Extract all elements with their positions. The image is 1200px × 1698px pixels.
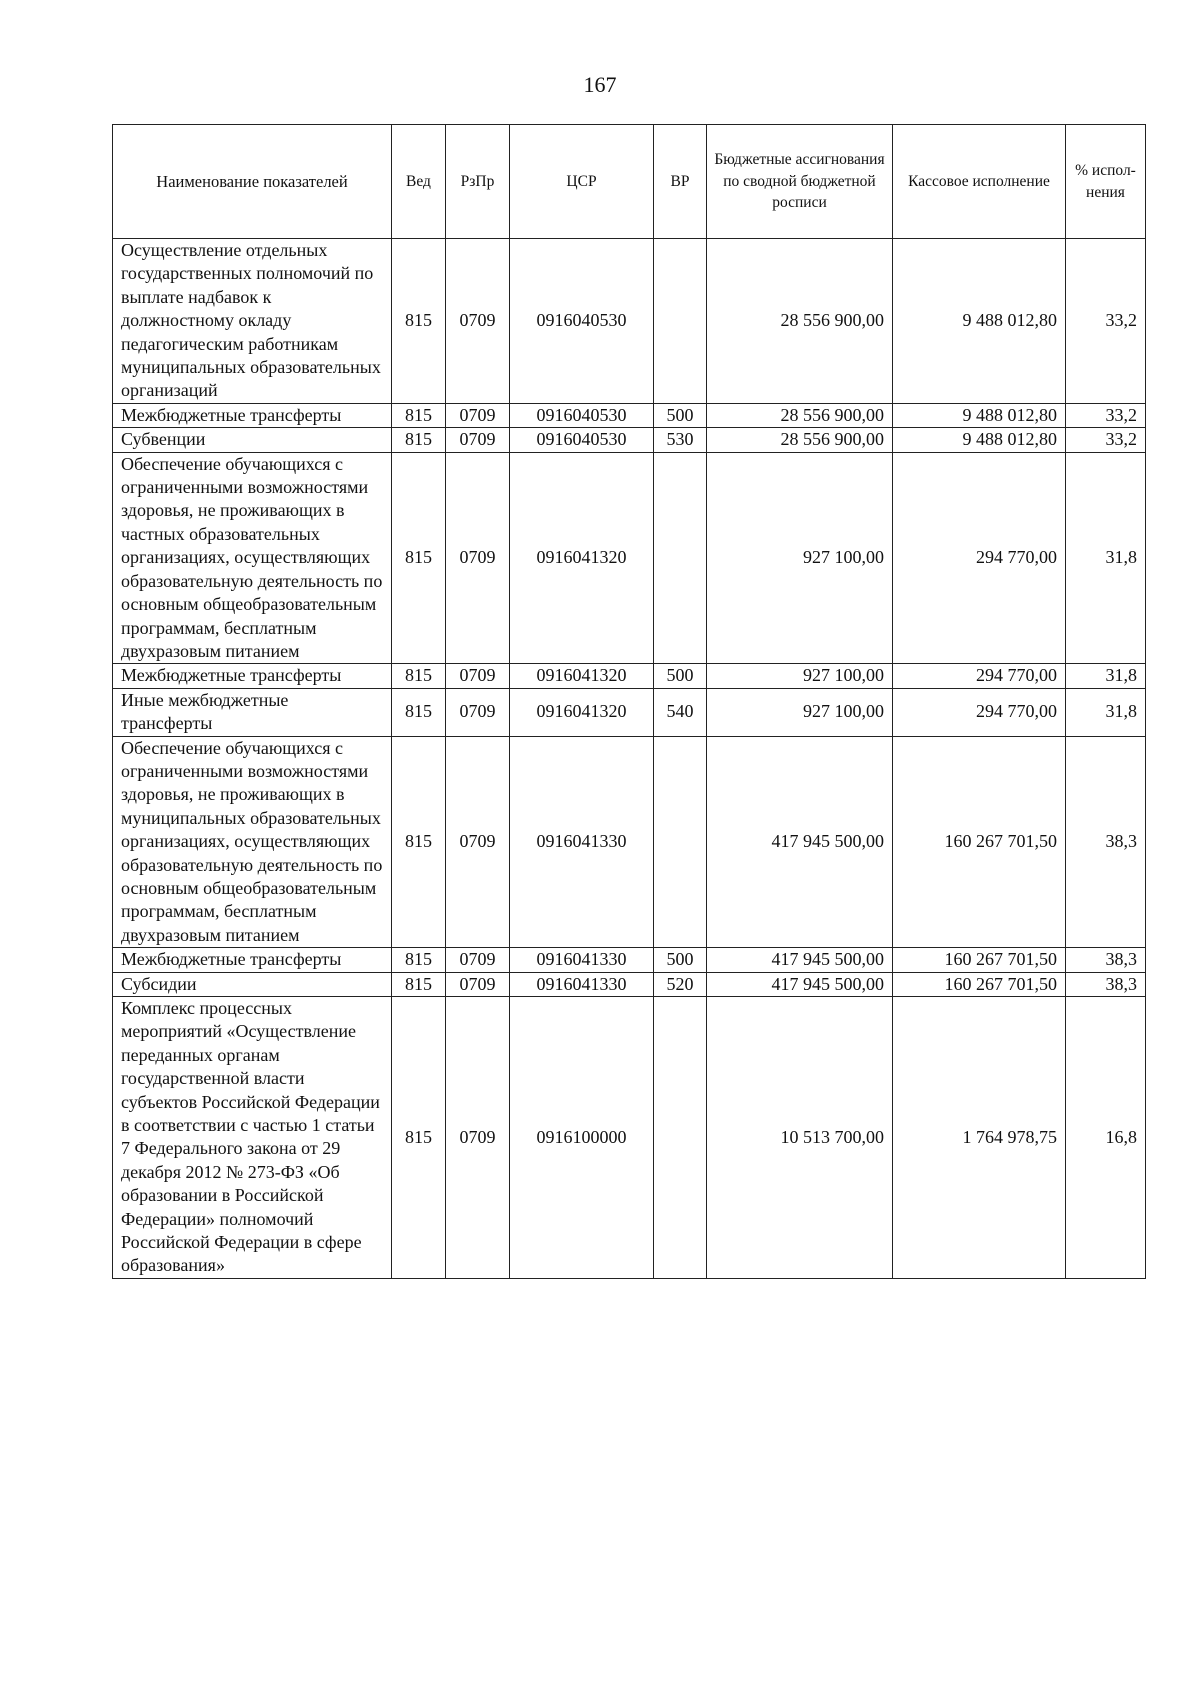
row-ved: 815 [392,972,446,996]
row-pct: 38,3 [1066,736,1146,948]
row-pct: 31,8 [1066,664,1146,688]
header-budget: Бюджетные ассигнования по сводной бюджетной росписи [707,125,893,239]
row-cash: 294 770,00 [893,688,1066,736]
row-rzpr: 0709 [446,736,510,948]
row-csr: 0916040530 [510,428,654,452]
row-rzpr: 0709 [446,997,510,1279]
row-cash: 9 488 012,80 [893,239,1066,404]
row-ved: 815 [392,239,446,404]
row-rzpr: 0709 [446,972,510,996]
row-rzpr: 0709 [446,688,510,736]
row-cash: 160 267 701,50 [893,972,1066,996]
row-vr [654,239,707,404]
row-vr [654,997,707,1279]
row-cash: 1 764 978,75 [893,997,1066,1279]
row-rzpr: 0709 [446,664,510,688]
row-vr: 530 [654,428,707,452]
row-pct: 38,3 [1066,972,1146,996]
row-rzpr: 0709 [446,428,510,452]
row-vr: 520 [654,972,707,996]
row-rzpr: 0709 [446,239,510,404]
row-vr: 500 [654,948,707,972]
row-pct: 33,2 [1066,403,1146,427]
table-row [113,403,1146,427]
row-name: Субвенции [113,428,392,452]
row-cash: 294 770,00 [893,664,1066,688]
row-name: Межбюджетные трансферты [113,403,392,427]
row-budget: 927 100,00 [707,664,893,688]
header-cash: Кассовое исполнение [893,125,1066,239]
row-csr: 0916041330 [510,972,654,996]
row-pct: 38,3 [1066,948,1146,972]
table-row [113,972,1146,996]
row-cash: 9 488 012,80 [893,403,1066,427]
row-name: Иные межбюджетные трансферты [113,688,392,736]
header-csr: ЦСР [510,125,654,239]
row-name: Обеспечение обучающихся с ограниченными возможностями здоровья, не проживающих в частных образовательных организациях, осуществляющих образовательную деятельность по основным общеобразовательным программам, бесплатным двухразовым питанием [113,452,392,664]
table-row [113,664,1146,688]
header-vr: ВР [654,125,707,239]
row-rzpr: 0709 [446,948,510,972]
row-vr: 500 [654,403,707,427]
row-budget: 927 100,00 [707,688,893,736]
row-rzpr: 0709 [446,403,510,427]
row-csr: 0916041320 [510,688,654,736]
row-vr [654,736,707,948]
row-pct: 33,2 [1066,428,1146,452]
row-pct: 31,8 [1066,452,1146,664]
row-name: Межбюджетные трансферты [113,664,392,688]
row-vr [654,452,707,664]
budget-execution-table [112,124,1146,1279]
row-budget: 28 556 900,00 [707,428,893,452]
header-rzpr: РзПр [446,125,510,239]
row-budget: 28 556 900,00 [707,239,893,404]
row-ved: 815 [392,948,446,972]
row-csr: 0916100000 [510,997,654,1279]
row-cash: 294 770,00 [893,452,1066,664]
row-cash: 9 488 012,80 [893,428,1066,452]
row-pct: 33,2 [1066,239,1146,404]
row-budget: 417 945 500,00 [707,972,893,996]
table-row [113,428,1146,452]
row-ved: 815 [392,688,446,736]
row-budget: 417 945 500,00 [707,736,893,948]
row-csr: 0916041330 [510,948,654,972]
row-csr: 0916041330 [510,736,654,948]
row-rzpr: 0709 [446,452,510,664]
row-ved: 815 [392,452,446,664]
row-pct: 16,8 [1066,997,1146,1279]
row-budget: 927 100,00 [707,452,893,664]
row-ved: 815 [392,428,446,452]
row-ved: 815 [392,997,446,1279]
row-name: Субсидии [113,972,392,996]
table-header-row [113,125,1146,239]
row-pct: 31,8 [1066,688,1146,736]
page-number: 167 [583,72,617,97]
row-ved: 815 [392,736,446,948]
row-ved: 815 [392,664,446,688]
table-row [113,948,1146,972]
row-csr: 0916041320 [510,664,654,688]
row-cash: 160 267 701,50 [893,736,1066,948]
header-name: Наименование показателей [113,125,392,239]
table-row [113,239,1146,404]
table-row [113,997,1146,1279]
row-csr: 0916040530 [510,239,654,404]
table-row [113,688,1146,736]
row-name: Осуществление отдельных государственных полномочий по выплате надбавок к должностному окладу педагогическим работникам муниципальных образовательных организаций [113,239,392,404]
row-ved: 815 [392,403,446,427]
table-row [113,736,1146,948]
row-csr: 0916041320 [510,452,654,664]
row-budget: 28 556 900,00 [707,403,893,427]
header-pct: % испол-нения [1066,125,1146,239]
row-name: Межбюджетные трансферты [113,948,392,972]
row-name: Комплекс процессных мероприятий «Осуществление переданных органам государственной власти субъектов Российской Федерации в соответствии с частью 1 статьи 7 Федерального закона от 29 декабря 2012 № 273-ФЗ «Об образовании в Российской Федерации» полномочий Российской Федерации в сфере образования» [113,997,392,1279]
row-cash: 160 267 701,50 [893,948,1066,972]
row-name: Обеспечение обучающихся с ограниченными возможностями здоровья, не проживающих в муниципальных образовательных организациях, осуществляющих образовательную деятельность по основным общеобразовательным программам, бесплатным двухразовым питанием [113,736,392,948]
row-budget: 417 945 500,00 [707,948,893,972]
header-ved: Вед [392,125,446,239]
row-csr: 0916040530 [510,403,654,427]
row-vr: 500 [654,664,707,688]
row-budget: 10 513 700,00 [707,997,893,1279]
row-vr: 540 [654,688,707,736]
table-row [113,452,1146,664]
